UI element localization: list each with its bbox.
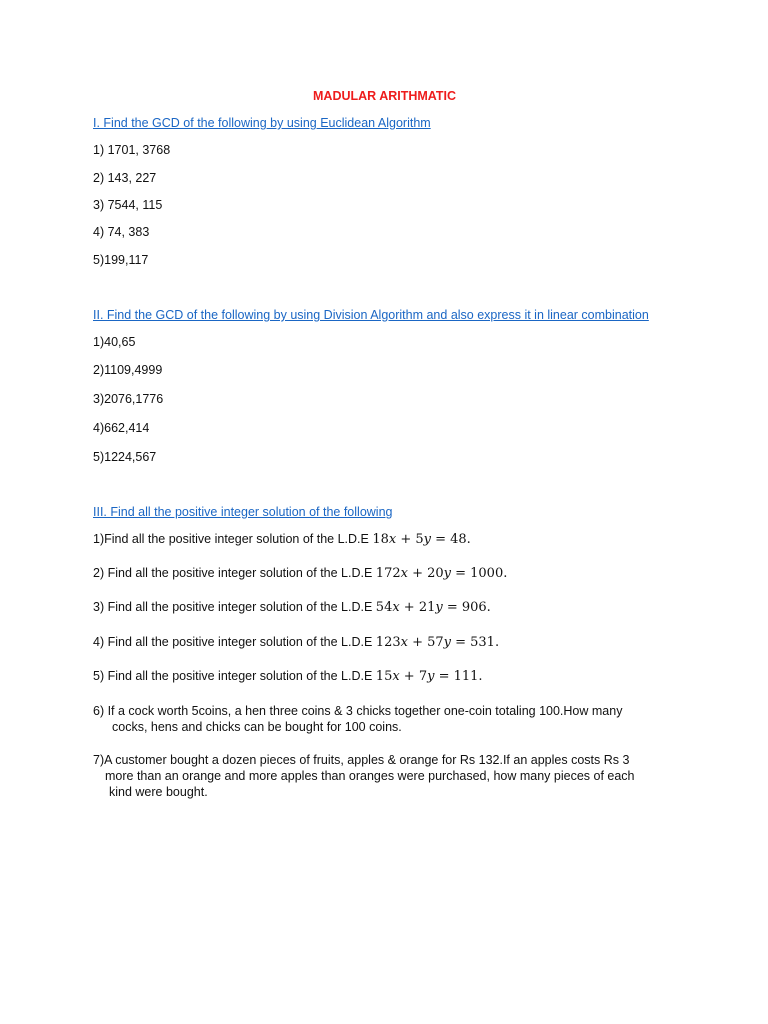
word-problem-7-line-2: more than an orange and more apples than oranges were purchased, how many pieces of each [105,769,635,783]
lde-equation: 54𝑥 + 21𝑦 = 906. [375,600,491,615]
lde-text: 1)Find all the positive integer solution of the L.D.E [93,532,373,546]
section-1-heading: I. Find the GCD of the following by using Euclidean Algorithm [93,116,431,130]
lde-text: 2) Find all the positive integer solution of the L.D.E [93,566,376,580]
section-2-item: 3)2076,1776 [93,392,164,406]
lde-text: 5) Find all the positive integer solution of the L.D.E [93,669,376,683]
word-problem-6-line-1: 6) If a cock worth 5coins, a hen three coins & 3 chicks together one-coin totaling 100.How many [93,704,623,718]
section-1-item: 3) 7544, 115 [93,198,163,212]
section-2-item: 1)40,65 [93,335,136,349]
section-1-item: 5)199,117 [93,253,149,267]
lde-equation: 15𝑥 + 7𝑦 = 111. [375,669,483,684]
section-2-heading: II. Find the GCD of the following by using Division Algorithm and also express it in linear combination [93,308,649,322]
word-problem-7-line-3: kind were bought. [109,785,208,799]
lde-equation: 123𝑥 + 57𝑦 = 531. [375,635,500,650]
lde-item [93,565,507,582]
section-2-item: 5)1224,567 [93,450,157,464]
lde-equation: 172𝑥 + 20𝑦 = 1000. [375,566,508,581]
lde-item [93,599,491,616]
lde-item [93,634,499,651]
section-2-item: 2)1109,4999 [93,363,163,377]
lde-text: 3) Find all the positive integer solution of the L.D.E [93,600,376,614]
lde-item [93,531,471,548]
section-3-heading: III. Find all the positive integer solution of the following [93,505,393,519]
section-2-item: 4)662,414 [93,421,150,435]
lde-equation: 18𝑥 + 5𝑦 = 48. [372,532,471,547]
section-1-item: 4) 74, 383 [93,225,150,239]
word-problem-7-line-1: 7)A customer bought a dozen pieces of fruits, apples & orange for Rs 132.If an apples costs Rs 3 [93,753,630,767]
section-1-item: 1) 1701, 3768 [93,143,171,157]
section-1-item: 2) 143, 227 [93,171,157,185]
page-title: MADULAR ARITHMATIC [313,89,457,103]
word-problem-6-line-2: cocks, hens and chicks can be bought for 100 coins. [112,720,402,734]
lde-item [93,668,483,685]
lde-text: 4) Find all the positive integer solution of the L.D.E [93,635,376,649]
